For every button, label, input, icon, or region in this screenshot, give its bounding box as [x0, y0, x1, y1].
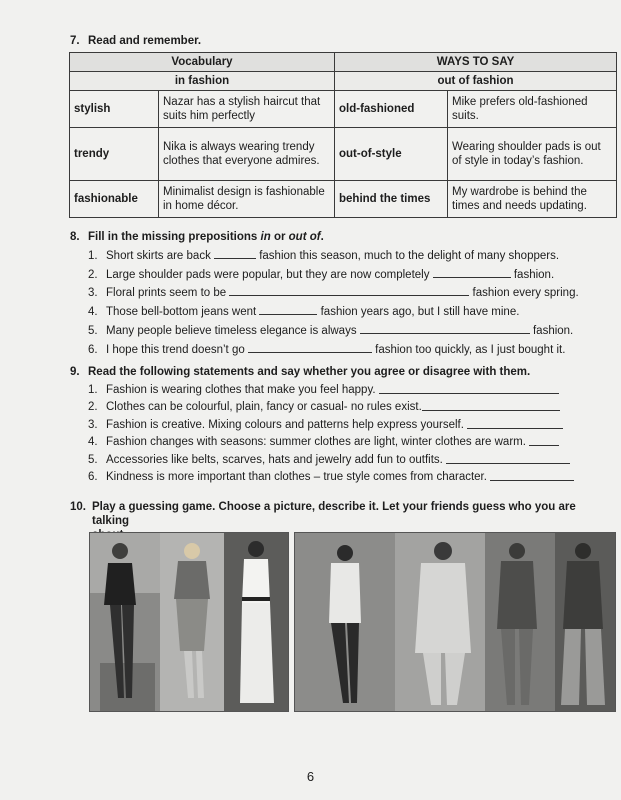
table-row — [70, 91, 617, 128]
item-text-end: fashion. — [529, 324, 574, 337]
statement-text: Fashion is creative. Mixing colours and patterns help express yourself. — [106, 418, 468, 431]
subheader-in-fashion: in fashion — [70, 72, 335, 91]
exercise-8-list — [88, 247, 579, 359]
term-in: stylish — [70, 91, 159, 128]
term-out: old-fashioned — [335, 91, 448, 128]
example-out: Wearing shoulder pads is out of style in today’s fashion. — [448, 128, 617, 181]
exercise-instruction — [88, 231, 324, 243]
item-text-end: fashion years ago, but I still have mine. — [317, 306, 520, 319]
photo-collage-men — [294, 532, 616, 712]
list-item — [88, 303, 579, 322]
item-number: 6. — [88, 343, 98, 356]
answer-blank[interactable] — [490, 469, 574, 481]
list-item — [88, 247, 579, 266]
example-in: Nika is always wearing trendy clothes that everyone admires. — [159, 128, 335, 181]
statement-text: Accessories like belts, scarves, hats and jewelry add fun to outfits. — [106, 453, 447, 466]
item-number: 5. — [88, 324, 98, 337]
exercise-7-heading — [70, 35, 201, 47]
exercise-instruction: Read the following statements and say whether you agree or disagree with them. — [88, 366, 531, 378]
statement-text: Clothes can be colourful, plain, fancy or casual- no rules exist. — [106, 401, 422, 414]
answer-blank[interactable] — [214, 247, 256, 259]
list-item — [88, 341, 579, 360]
item-text-start: Many people believe timeless elegance is always — [106, 324, 360, 337]
list-item — [88, 266, 579, 285]
list-item — [88, 284, 579, 303]
example-out: My wardrobe is behind the times and needs updating. — [448, 181, 617, 218]
item-text-end: fashion. — [510, 268, 555, 281]
answer-blank[interactable] — [379, 382, 559, 394]
term-in: fashionable — [70, 181, 159, 218]
item-text-start: Floral prints seem to be — [106, 287, 230, 300]
exercise-number: 7. — [70, 35, 80, 47]
statement-text: Fashion changes with seasons: summer clothes are light, winter clothes are warm. — [106, 436, 530, 449]
answer-blank[interactable] — [433, 266, 511, 278]
exercise-9-heading — [70, 366, 530, 378]
instruction-or: or — [270, 231, 289, 243]
list-item — [88, 434, 574, 451]
item-text-start: Short skirts are back — [106, 250, 215, 262]
fashion-photo-women — [90, 533, 288, 711]
item-text-end: fashion this season, much to the delight of many shoppers. — [256, 250, 560, 262]
list-item — [88, 399, 574, 416]
subheader-out-of-fashion: out of fashion — [335, 72, 617, 91]
item-number: 3. — [88, 418, 98, 431]
answer-blank[interactable] — [360, 322, 530, 334]
term-out: behind the times — [335, 181, 448, 218]
exercise-instruction: Read and remember. — [88, 35, 202, 47]
item-text-start: Large shoulder pads were popular, but they are now completely — [106, 268, 433, 281]
instruction-text: Fill in the missing prepositions — [88, 231, 261, 243]
item-number: 1. — [88, 384, 98, 396]
instruction-line: Play a guessing game. Choose a picture, describe it. Let your friends guess who you are talking — [92, 501, 576, 527]
answer-blank[interactable] — [422, 399, 560, 411]
answer-blank[interactable] — [467, 417, 563, 429]
header-ways-to-say: WAYS TO SAY — [335, 53, 617, 72]
instruction-period: . — [320, 231, 324, 243]
term-in: trendy — [70, 128, 159, 181]
answer-blank[interactable] — [446, 452, 570, 464]
header-vocabulary: Vocabulary — [70, 53, 335, 72]
item-number: 3. — [88, 287, 98, 300]
keyword-in: in — [260, 231, 271, 243]
list-item — [88, 322, 579, 341]
list-item — [88, 417, 574, 434]
item-text-end: fashion every spring. — [469, 287, 579, 300]
list-item — [88, 469, 574, 486]
example-out: Mike prefers old-fashioned suits. — [448, 91, 617, 128]
term-out: out-of-style — [335, 128, 448, 181]
exercise-number: 8. — [70, 231, 80, 243]
item-text-end: fashion too quickly, as I just bought it. — [371, 343, 566, 356]
item-number: 6. — [88, 471, 98, 484]
answer-blank[interactable] — [248, 341, 372, 353]
exercise-number: 10. — [70, 501, 86, 513]
table-row — [70, 181, 617, 218]
answer-blank[interactable] — [229, 284, 469, 296]
answer-blank[interactable] — [259, 303, 317, 315]
item-text-start: I hope this trend doesn’t go — [106, 343, 248, 356]
exercise-8-heading — [70, 231, 324, 243]
fashion-photo-men — [295, 533, 615, 711]
item-number: 4. — [88, 436, 98, 449]
exercise-number: 9. — [70, 366, 80, 378]
item-number: 5. — [88, 453, 98, 466]
item-number: 4. — [88, 306, 98, 319]
item-number: 2. — [88, 268, 98, 281]
page-number: 6 — [306, 769, 315, 784]
answer-blank[interactable] — [529, 434, 559, 446]
table-row — [70, 128, 617, 181]
photo-collage-women — [89, 532, 289, 712]
statement-text: Kindness is more important than clothes – true style comes from character. — [106, 471, 491, 484]
list-item — [88, 382, 574, 399]
list-item — [88, 452, 574, 469]
item-number: 2. — [88, 401, 98, 414]
vocabulary-table — [69, 52, 617, 218]
keyword-out-of: out of — [288, 231, 321, 243]
example-in: Nazar has a stylish haircut that suits him perfectly — [159, 91, 335, 128]
exercise-9-list — [88, 382, 574, 486]
item-text-start: Those bell-bottom jeans went — [106, 306, 260, 319]
item-number: 1. — [88, 250, 98, 262]
statement-text: Fashion is wearing clothes that make you feel happy. — [106, 384, 379, 396]
example-in: Minimalist design is fashionable in home décor. — [159, 181, 335, 218]
